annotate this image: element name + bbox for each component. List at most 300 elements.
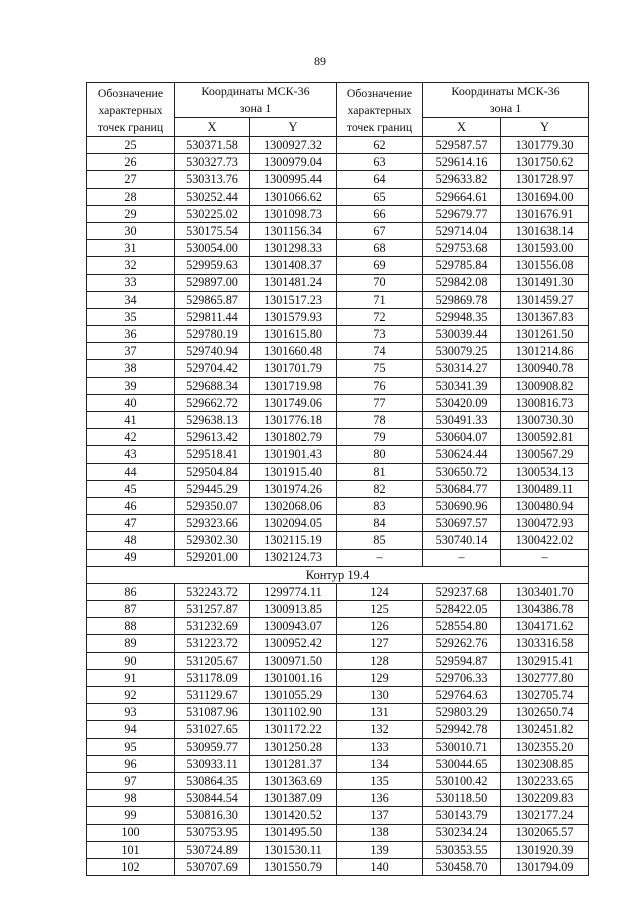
y-coordinate-cell: 1300952.42 [250, 635, 337, 652]
point-id-cell: 131 [337, 704, 423, 721]
x-coordinate-cell: 529688.34 [175, 377, 250, 394]
x-coordinate-cell: 530371.58 [175, 137, 250, 154]
x-coordinate-cell: 529948.35 [423, 308, 501, 325]
y-coordinate-cell: 1302068.06 [250, 497, 337, 514]
table-row [87, 222, 589, 239]
y-coordinate-cell: 1300908.82 [501, 377, 589, 394]
table-row [87, 463, 589, 480]
x-coordinate-cell: 530604.07 [423, 429, 501, 446]
x-coordinate-cell: 530341.39 [423, 377, 501, 394]
table-row [87, 704, 589, 721]
table-row [87, 497, 589, 514]
x-coordinate-cell: 528554.80 [423, 618, 501, 635]
point-id-cell: 136 [337, 790, 423, 807]
point-id-cell: 38 [87, 360, 175, 377]
y-coordinate-cell: 1302124.73 [250, 549, 337, 566]
point-id-cell: 27 [87, 171, 175, 188]
x-coordinate-cell: 529811.44 [175, 308, 250, 325]
table-row [87, 618, 589, 635]
y-coordinate-cell: 1302915.41 [501, 652, 589, 669]
contour-label: Контур 19.4 [87, 566, 589, 583]
y-coordinate-cell: 1301915.40 [250, 463, 337, 480]
coords-header-left: Координаты МСК-36 зона 1 [175, 83, 337, 118]
point-id-cell: 31 [87, 240, 175, 257]
y-coordinate-cell: 1301495.50 [250, 824, 337, 841]
y-coordinate-cell: 1301098.73 [250, 205, 337, 222]
x-coordinate-cell: 530650.72 [423, 463, 501, 480]
x-coordinate-cell: 530079.25 [423, 343, 501, 360]
y-coordinate-cell: 1301387.09 [250, 790, 337, 807]
x-coordinate-cell: 530933.11 [175, 755, 250, 772]
contour-row [87, 566, 589, 583]
table-row [87, 257, 589, 274]
x-coordinate-cell: 529897.00 [175, 274, 250, 291]
y-coordinate-cell: 1302355.20 [501, 738, 589, 755]
y-coordinate-cell: 1303401.70 [501, 583, 589, 600]
y-coordinate-cell: 1301556.08 [501, 257, 589, 274]
point-id-cell: 128 [337, 652, 423, 669]
table-row [87, 515, 589, 532]
y-coordinate-cell: 1301750.62 [501, 154, 589, 171]
x-axis-header-right: X [423, 118, 501, 137]
table-row [87, 171, 589, 188]
point-id-cell: 73 [337, 326, 423, 343]
x-coordinate-cell: 532243.72 [175, 583, 250, 600]
point-id-cell: 75 [337, 360, 423, 377]
point-id-cell: 74 [337, 343, 423, 360]
x-coordinate-cell: 529740.94 [175, 343, 250, 360]
x-coordinate-cell: 530420.09 [423, 394, 501, 411]
y-coordinate-cell: 1300480.94 [501, 497, 589, 514]
point-id-cell: 96 [87, 755, 175, 772]
y-axis-header-left: Y [250, 118, 337, 137]
y-coordinate-cell: 1302705.74 [501, 687, 589, 704]
y-coordinate-cell: 1301001.16 [250, 669, 337, 686]
point-id-cell: 89 [87, 635, 175, 652]
y-coordinate-cell: 1301517.23 [250, 291, 337, 308]
x-coordinate-cell: 530724.89 [175, 841, 250, 858]
point-id-cell: 79 [337, 429, 423, 446]
point-id-cell: 127 [337, 635, 423, 652]
point-id-cell: 81 [337, 463, 423, 480]
x-coordinate-cell: 530039.44 [423, 326, 501, 343]
x-coordinate-cell: 530100.42 [423, 772, 501, 789]
point-id-cell: 134 [337, 755, 423, 772]
table-row [87, 532, 589, 549]
point-id-cell: 125 [337, 601, 423, 618]
point-id-cell: 76 [337, 377, 423, 394]
y-coordinate-cell: 1301102.90 [250, 704, 337, 721]
x-coordinate-cell: 530684.77 [423, 480, 501, 497]
point-id-cell: 94 [87, 721, 175, 738]
y-coordinate-cell: 1301794.09 [501, 858, 589, 875]
point-id-cell: 93 [87, 704, 175, 721]
x-coordinate-cell: 529803.29 [423, 704, 501, 721]
point-id-cell: 25 [87, 137, 175, 154]
point-id-cell: 82 [337, 480, 423, 497]
x-coordinate-cell: 530118.50 [423, 790, 501, 807]
table-row [87, 601, 589, 618]
point-id-cell: 36 [87, 326, 175, 343]
y-coordinate-cell: 1304386.78 [501, 601, 589, 618]
y-coordinate-cell: 1304171.62 [501, 618, 589, 635]
coords-header-right: Координаты МСК-36 зона 1 [423, 83, 589, 118]
x-coordinate-cell: 529764.63 [423, 687, 501, 704]
y-coordinate-cell: 1302451.82 [501, 721, 589, 738]
point-id-cell: 48 [87, 532, 175, 549]
point-id-cell: 135 [337, 772, 423, 789]
x-coordinate-cell: 529664.61 [423, 188, 501, 205]
y-coordinate-cell: 1301676.91 [501, 205, 589, 222]
x-coordinate-cell: 529237.68 [423, 583, 501, 600]
x-coordinate-cell: 529594.87 [423, 652, 501, 669]
point-id-cell: 62 [337, 137, 423, 154]
y-coordinate-cell: 1301920.39 [501, 841, 589, 858]
y-coordinate-cell: 1301363.69 [250, 772, 337, 789]
table-row [87, 549, 589, 566]
table-row [87, 188, 589, 205]
table-body [87, 137, 589, 876]
x-coordinate-cell: 529706.33 [423, 669, 501, 686]
table-row [87, 394, 589, 411]
point-id-cell: 100 [87, 824, 175, 841]
table-row [87, 205, 589, 222]
point-id-cell: 40 [87, 394, 175, 411]
y-coordinate-cell: 1300567.29 [501, 446, 589, 463]
point-id-cell: 70 [337, 274, 423, 291]
point-id-cell: 44 [87, 463, 175, 480]
point-id-cell: 42 [87, 429, 175, 446]
y-coordinate-cell: 1302065.57 [501, 824, 589, 841]
x-coordinate-cell: 530491.33 [423, 412, 501, 429]
table-row [87, 790, 589, 807]
coordinates-table [86, 82, 589, 876]
point-id-cell: 124 [337, 583, 423, 600]
table-row [87, 429, 589, 446]
y-coordinate-cell: 1301719.98 [250, 377, 337, 394]
y-coordinate-cell: 1301481.24 [250, 274, 337, 291]
x-axis-header-left: X [175, 118, 250, 137]
point-id-cell: 138 [337, 824, 423, 841]
table-row [87, 343, 589, 360]
point-id-cell: 67 [337, 222, 423, 239]
table-row [87, 858, 589, 875]
y-coordinate-cell: 1301281.37 [250, 755, 337, 772]
table-row [87, 772, 589, 789]
y-coordinate-cell: 1300592.81 [501, 429, 589, 446]
y-coordinate-cell: 1301701.79 [250, 360, 337, 377]
point-id-cell: 47 [87, 515, 175, 532]
y-coordinate-cell: 1301615.80 [250, 326, 337, 343]
x-coordinate-cell: 531232.69 [175, 618, 250, 635]
point-id-cell: 132 [337, 721, 423, 738]
y-coordinate-cell: 1300913.85 [250, 601, 337, 618]
table-row [87, 738, 589, 755]
x-coordinate-cell: 531205.67 [175, 652, 250, 669]
point-id-cell: 90 [87, 652, 175, 669]
point-id-cell: 129 [337, 669, 423, 686]
x-coordinate-cell: 530353.55 [423, 841, 501, 858]
x-coordinate-cell: 530959.77 [175, 738, 250, 755]
point-id-cell: 88 [87, 618, 175, 635]
table-row [87, 360, 589, 377]
x-coordinate-cell: 531129.67 [175, 687, 250, 704]
y-coordinate-cell: 1301055.29 [250, 687, 337, 704]
point-id-cell: 37 [87, 343, 175, 360]
x-coordinate-cell: 529662.72 [175, 394, 250, 411]
y-coordinate-cell: 1301660.48 [250, 343, 337, 360]
point-id-cell: 35 [87, 308, 175, 325]
point-id-cell: 28 [87, 188, 175, 205]
point-id-cell: 41 [87, 412, 175, 429]
x-coordinate-cell: 530624.44 [423, 446, 501, 463]
x-coordinate-cell: 530816.30 [175, 807, 250, 824]
y-coordinate-cell: 1300730.30 [501, 412, 589, 429]
point-id-cell: 30 [87, 222, 175, 239]
y-coordinate-cell: 1300534.13 [501, 463, 589, 480]
point-id-cell: 95 [87, 738, 175, 755]
y-coordinate-cell: 1301250.28 [250, 738, 337, 755]
y-coordinate-cell: 1302094.05 [250, 515, 337, 532]
x-coordinate-cell: 531178.09 [175, 669, 250, 686]
x-coordinate-cell: 529869.78 [423, 291, 501, 308]
x-coordinate-cell: 530143.79 [423, 807, 501, 824]
x-coordinate-cell: 529679.77 [423, 205, 501, 222]
y-coordinate-cell: 1302209.83 [501, 790, 589, 807]
y-coordinate-cell: 1301420.52 [250, 807, 337, 824]
point-id-cell: 130 [337, 687, 423, 704]
point-id-cell: 102 [87, 858, 175, 875]
x-coordinate-cell: 530458.70 [423, 858, 501, 875]
y-coordinate-cell: 1300489.11 [501, 480, 589, 497]
table-row [87, 635, 589, 652]
point-id-cell: 69 [337, 257, 423, 274]
x-coordinate-cell: 529614.16 [423, 154, 501, 171]
point-id-cell: 46 [87, 497, 175, 514]
point-id-cell: 63 [337, 154, 423, 171]
point-id-cell: 29 [87, 205, 175, 222]
table-row [87, 137, 589, 154]
x-coordinate-cell: 529504.84 [175, 463, 250, 480]
x-coordinate-cell: 529445.29 [175, 480, 250, 497]
x-coordinate-cell: 530864.35 [175, 772, 250, 789]
point-id-cell: 133 [337, 738, 423, 755]
y-coordinate-cell: 1301298.33 [250, 240, 337, 257]
x-coordinate-cell: 530010.71 [423, 738, 501, 755]
point-label-header-right: Обозначение характерных точек границ [337, 83, 423, 137]
x-coordinate-cell: 529753.68 [423, 240, 501, 257]
y-coordinate-cell: 1301550.79 [250, 858, 337, 875]
y-coordinate-cell: 1301408.37 [250, 257, 337, 274]
point-label-header-left: Обозначение характерных точек границ [87, 83, 175, 137]
point-id-cell: 83 [337, 497, 423, 514]
x-coordinate-cell: 529959.63 [175, 257, 250, 274]
page-number: 89 [314, 54, 326, 68]
x-coordinate-cell: 529638.13 [175, 412, 250, 429]
y-coordinate-cell: 1301172.22 [250, 721, 337, 738]
x-coordinate-cell: 530327.73 [175, 154, 250, 171]
y-coordinate-cell: 1300943.07 [250, 618, 337, 635]
x-coordinate-cell: 529780.19 [175, 326, 250, 343]
y-coordinate-cell: 1301459.27 [501, 291, 589, 308]
point-id-cell: 33 [87, 274, 175, 291]
x-coordinate-cell: 529518.41 [175, 446, 250, 463]
x-coordinate-cell: 530740.14 [423, 532, 501, 549]
y-coordinate-cell: 1301491.30 [501, 274, 589, 291]
point-id-cell: 99 [87, 807, 175, 824]
point-id-cell: 68 [337, 240, 423, 257]
point-id-cell: 78 [337, 412, 423, 429]
point-id-cell: 92 [87, 687, 175, 704]
point-id-cell: 43 [87, 446, 175, 463]
table-row [87, 308, 589, 325]
table-row [87, 807, 589, 824]
point-id-cell: 32 [87, 257, 175, 274]
y-coordinate-cell: 1301749.06 [250, 394, 337, 411]
y-coordinate-cell: 1300940.78 [501, 360, 589, 377]
point-id-cell: 26 [87, 154, 175, 171]
x-coordinate-cell: 529865.87 [175, 291, 250, 308]
x-coordinate-cell: 529323.66 [175, 515, 250, 532]
x-coordinate-cell: 529942.78 [423, 721, 501, 738]
x-coordinate-cell: 529350.07 [175, 497, 250, 514]
x-coordinate-cell: 530313.76 [175, 171, 250, 188]
table-row [87, 824, 589, 841]
x-coordinate-cell: 529714.04 [423, 222, 501, 239]
y-coordinate-cell: 1301974.26 [250, 480, 337, 497]
point-id-cell: 80 [337, 446, 423, 463]
y-coordinate-cell: 1300927.32 [250, 137, 337, 154]
x-coordinate-cell: 529842.08 [423, 274, 501, 291]
y-coordinate-cell: 1301901.43 [250, 446, 337, 463]
table-row [87, 446, 589, 463]
point-id-cell: 72 [337, 308, 423, 325]
y-coordinate-cell: 1302177.24 [501, 807, 589, 824]
point-id-cell: 97 [87, 772, 175, 789]
y-coordinate-cell: 1302777.80 [501, 669, 589, 686]
x-coordinate-cell: 531257.87 [175, 601, 250, 618]
point-id-cell: 139 [337, 841, 423, 858]
x-coordinate-cell: 530314.27 [423, 360, 501, 377]
x-coordinate-cell: 529262.76 [423, 635, 501, 652]
x-coordinate-cell: 530175.54 [175, 222, 250, 239]
x-coordinate-cell: 529587.57 [423, 137, 501, 154]
point-id-cell: 64 [337, 171, 423, 188]
y-coordinate-cell: 1303316.58 [501, 635, 589, 652]
y-coordinate-cell: 1300995.44 [250, 171, 337, 188]
point-id-cell: 49 [87, 549, 175, 566]
point-id-cell: 77 [337, 394, 423, 411]
y-coordinate-cell: 1301593.00 [501, 240, 589, 257]
y-coordinate-cell: 1300816.73 [501, 394, 589, 411]
point-id-cell: 137 [337, 807, 423, 824]
point-id-cell: 71 [337, 291, 423, 308]
table-row [87, 721, 589, 738]
x-coordinate-cell: 530054.00 [175, 240, 250, 257]
x-coordinate-cell: 529785.84 [423, 257, 501, 274]
point-id-cell: 45 [87, 480, 175, 497]
y-coordinate-cell: 1301214.86 [501, 343, 589, 360]
y-coordinate-cell: 1301779.30 [501, 137, 589, 154]
x-coordinate-cell: 530234.24 [423, 824, 501, 841]
point-id-cell: 87 [87, 601, 175, 618]
y-coordinate-cell: 1299774.11 [250, 583, 337, 600]
y-coordinate-cell: 1301802.79 [250, 429, 337, 446]
y-coordinate-cell: 1301694.00 [501, 188, 589, 205]
y-coordinate-cell: 1301728.97 [501, 171, 589, 188]
x-coordinate-cell: – [423, 549, 501, 566]
point-id-cell: 85 [337, 532, 423, 549]
table-row [87, 326, 589, 343]
y-coordinate-cell: 1302650.74 [501, 704, 589, 721]
x-coordinate-cell: 529201.00 [175, 549, 250, 566]
table-row [87, 687, 589, 704]
x-coordinate-cell: 530707.69 [175, 858, 250, 875]
x-coordinate-cell: 530225.02 [175, 205, 250, 222]
table-row [87, 669, 589, 686]
x-coordinate-cell: 529633.82 [423, 171, 501, 188]
x-coordinate-cell: 530697.57 [423, 515, 501, 532]
table-row [87, 841, 589, 858]
table-row [87, 652, 589, 669]
point-id-cell: 140 [337, 858, 423, 875]
point-id-cell: 98 [87, 790, 175, 807]
table-row [87, 240, 589, 257]
x-coordinate-cell: 531087.96 [175, 704, 250, 721]
y-coordinate-cell: 1301530.11 [250, 841, 337, 858]
y-coordinate-cell: 1302233.65 [501, 772, 589, 789]
x-coordinate-cell: 530252.44 [175, 188, 250, 205]
y-coordinate-cell: 1300422.02 [501, 532, 589, 549]
x-coordinate-cell: 531027.65 [175, 721, 250, 738]
y-coordinate-cell: 1301579.93 [250, 308, 337, 325]
y-coordinate-cell: 1301776.18 [250, 412, 337, 429]
x-coordinate-cell: 528422.05 [423, 601, 501, 618]
table-row [87, 755, 589, 772]
y-coordinate-cell: 1301261.50 [501, 326, 589, 343]
x-coordinate-cell: 529613.42 [175, 429, 250, 446]
table-row [87, 377, 589, 394]
table-row [87, 154, 589, 171]
point-id-cell: 66 [337, 205, 423, 222]
point-id-cell: 39 [87, 377, 175, 394]
y-coordinate-cell: 1300472.93 [501, 515, 589, 532]
y-coordinate-cell: 1301066.62 [250, 188, 337, 205]
table-row [87, 583, 589, 600]
x-coordinate-cell: 530690.96 [423, 497, 501, 514]
table-row [87, 480, 589, 497]
point-id-cell: – [337, 549, 423, 566]
table-row [87, 291, 589, 308]
x-coordinate-cell: 531223.72 [175, 635, 250, 652]
x-coordinate-cell: 529704.42 [175, 360, 250, 377]
y-coordinate-cell: 1302115.19 [250, 532, 337, 549]
y-coordinate-cell: 1301156.34 [250, 222, 337, 239]
point-id-cell: 86 [87, 583, 175, 600]
table-row [87, 412, 589, 429]
y-coordinate-cell: 1301367.83 [501, 308, 589, 325]
y-coordinate-cell: 1300971.50 [250, 652, 337, 669]
x-coordinate-cell: 529302.30 [175, 532, 250, 549]
x-coordinate-cell: 530753.95 [175, 824, 250, 841]
x-coordinate-cell: 530844.54 [175, 790, 250, 807]
y-coordinate-cell: 1301638.14 [501, 222, 589, 239]
point-id-cell: 34 [87, 291, 175, 308]
table-row [87, 274, 589, 291]
point-id-cell: 101 [87, 841, 175, 858]
point-id-cell: 84 [337, 515, 423, 532]
y-coordinate-cell: 1300979.04 [250, 154, 337, 171]
